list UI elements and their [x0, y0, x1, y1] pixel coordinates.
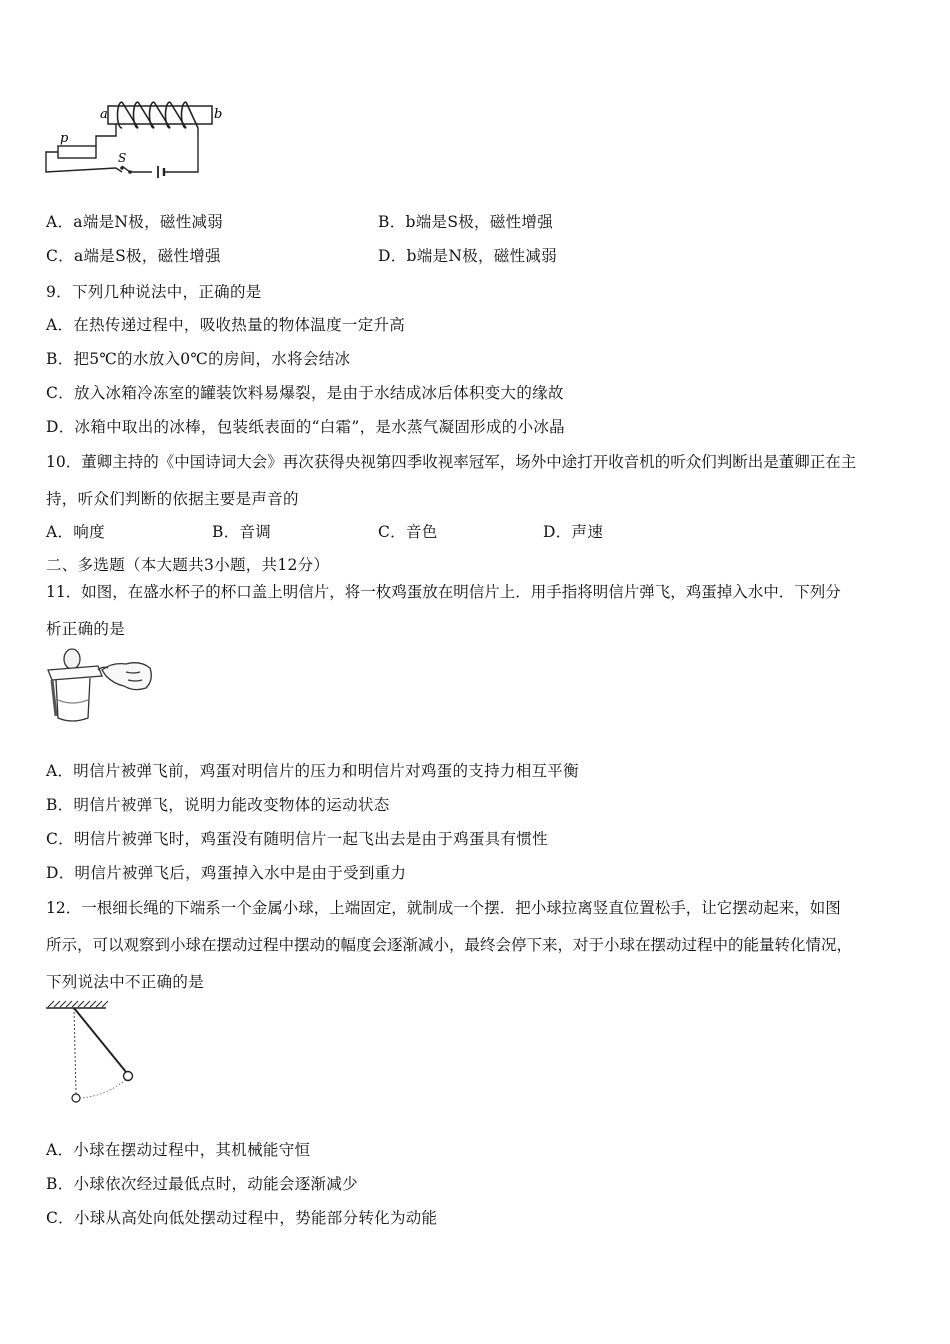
q11-stem-line2: 析正确的是: [46, 620, 126, 638]
q10-stem-line2: 持，听众们判断的依据主要是声音的: [46, 490, 299, 508]
q9-option-c: C．放入冰箱冷冻室的罐装饮料易爆裂，是由于水结成冰后体积变大的缘故: [46, 384, 564, 402]
q12-option-c: C．小球从高处向低处摆动过程中，势能部分转化为动能: [46, 1209, 438, 1227]
q9-option-b: B．把5℃的水放入0℃的房间，水将会结冰: [46, 350, 351, 368]
label-p: p: [60, 131, 69, 146]
q11-option-d: D．明信片被弹飞后，鸡蛋掉入水中是由于受到重力: [46, 864, 407, 882]
q10-stem-line1: 10．董卿主持的《中国诗词大会》再次获得央视第四季收视率冠军，场外中途打开收音机的听众们判断出是董卿正在主: [46, 453, 857, 471]
q12-stem-line2: 所示，可以观察到小球在摆动过程中摆动的幅度会逐渐减小，最终会停下来，对于小球在摆动过程中的能量转化情况，: [46, 936, 853, 954]
q9-stem: 9．下列几种说法中，正确的是: [46, 283, 262, 301]
q11-option-a: A．明信片被弹飞前，鸡蛋对明信片的压力和明信片对鸡蛋的支持力相互平衡: [46, 762, 579, 780]
q8-option-d: D．b端是N极，磁性减弱: [378, 247, 558, 265]
section-heading-multiple-choice: 二、多选题（本大题共3小题，共12分）: [46, 556, 330, 574]
q8-option-c: C．a端是S极，磁性增强: [46, 247, 221, 265]
label-a: a: [100, 107, 108, 122]
egg-glass-figure: [42, 644, 158, 724]
q11-option-b: B．明信片被弹飞，说明力能改变物体的运动状态: [46, 796, 390, 814]
q8-option-b: B．b端是S极，磁性增强: [378, 213, 554, 231]
q12-option-b: B．小球依次经过最低点时，动能会逐渐减少: [46, 1175, 358, 1193]
q10-option-d: D．声速: [543, 523, 604, 541]
solenoid-circuit-figure: [42, 96, 232, 188]
q9-option-a: A．在热传递过程中，吸收热量的物体温度一定升高: [46, 316, 406, 334]
q12-stem-line3: 下列说法中不正确的是: [46, 973, 205, 991]
q12-option-a: A．小球在摆动过程中，其机械能守恒: [46, 1141, 311, 1159]
pendulum-figure: [42, 998, 152, 1108]
q10-option-a: A．响度: [46, 523, 105, 541]
q8-option-a: A．a端是N极，磁性减弱: [46, 213, 224, 231]
q9-option-d: D．冰箱中取出的冰棒，包装纸表面的“白霜”，是水蒸气凝固形成的小冰晶: [46, 418, 565, 436]
label-s: S: [118, 151, 127, 165]
q11-stem-line1: 11．如图，在盛水杯子的杯口盖上明信片，将一枚鸡蛋放在明信片上．用手指将明信片弹飞，鸡蛋掉入水中．下列分: [46, 583, 841, 601]
q10-option-c: C．音色: [378, 523, 438, 541]
q12-stem-line1: 12．一根细长绳的下端系一个金属小球，上端固定，就制成一个摆．把小球拉离竖直位置松手，让它摆动起来，如图: [46, 899, 841, 917]
q10-option-b: B．音调: [212, 523, 272, 541]
q11-option-c: C．明信片被弹飞时，鸡蛋没有随明信片一起飞出去是由于鸡蛋具有惯性: [46, 830, 548, 848]
label-b: b: [214, 107, 223, 122]
